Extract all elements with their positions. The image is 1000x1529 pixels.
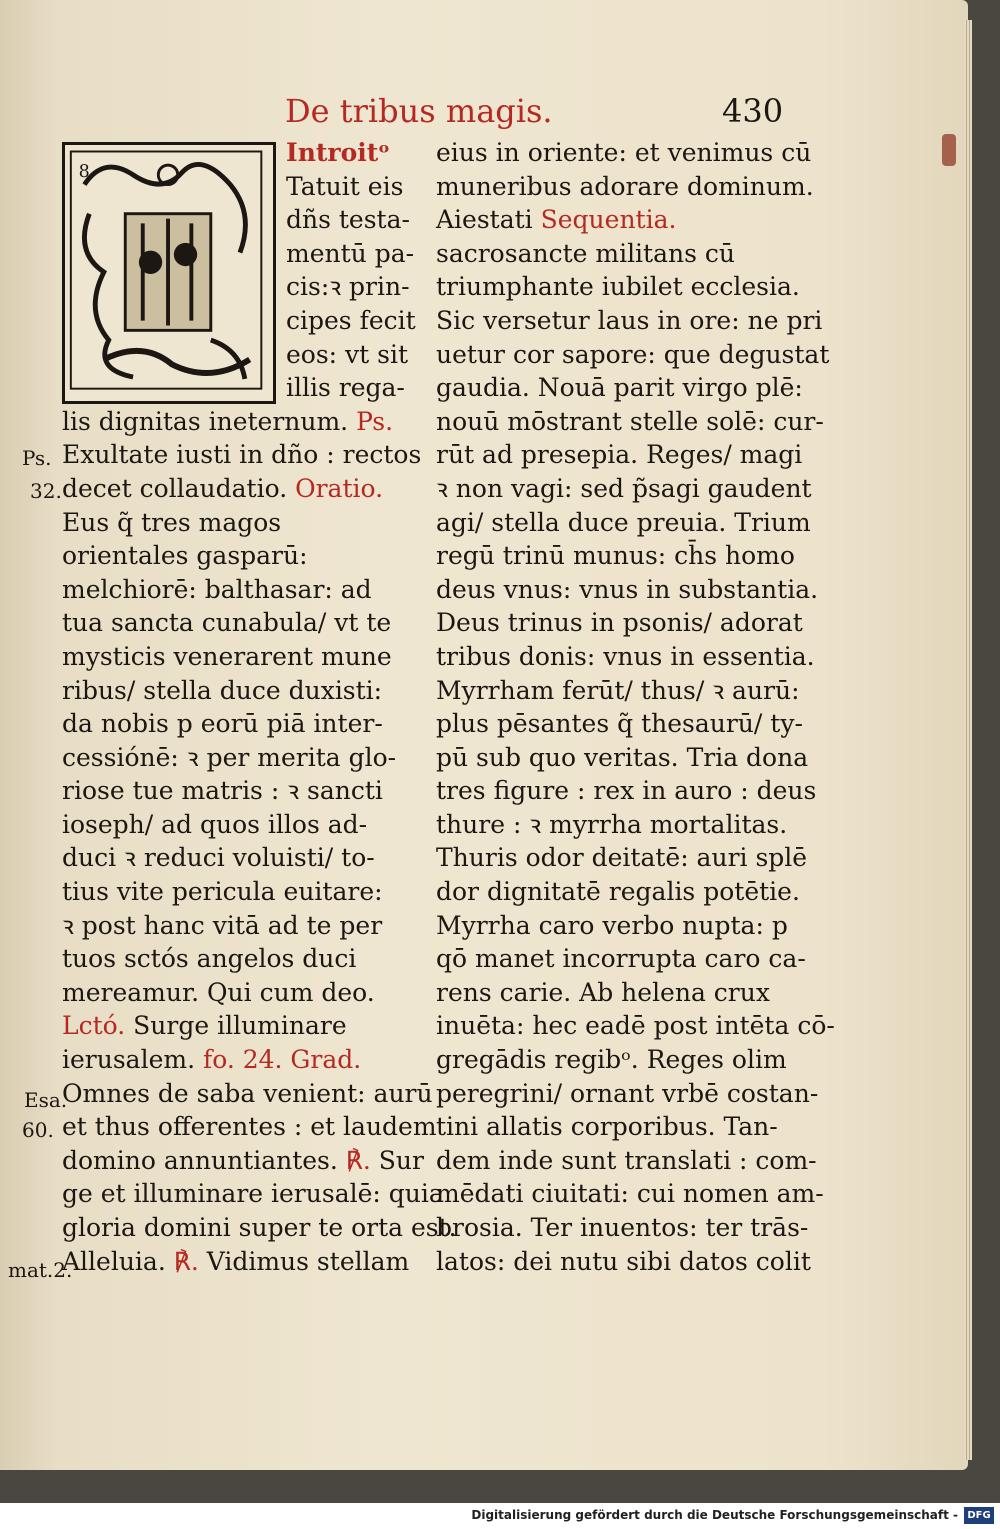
text-line: ge et illuminare ierusalē: quia (62, 1179, 444, 1209)
text-line: ꝛ non vagi: sed p̃sagi gaudent (436, 473, 812, 503)
text-line: pū sub quo veritas. Tria dona (436, 742, 809, 772)
text-line: gregādis regibᵒ. Reges olim (436, 1045, 787, 1075)
margin-note: mat.2. (8, 1258, 73, 1282)
text-line: cessiónē: ꝛ per merita glo‑ (62, 742, 397, 772)
text-line: Alleluia. ℟. Vidimus stellam (62, 1246, 410, 1276)
text-line: eius in oriente: et venimus cū (436, 138, 812, 167)
introit-heading: Introitᵒ (286, 138, 390, 167)
text-line: latos: dei nutu sibi datos colit (436, 1246, 811, 1276)
text-line: qō manet incorrupta caro ca‑ (436, 944, 806, 974)
text-line: rens carie. Ab helena crux (436, 977, 770, 1007)
text-line: deus vnus: vnus in substantia. (436, 574, 819, 604)
text-line: Omnes de saba venient: aurū (62, 1078, 433, 1108)
text-line: dem inde sunt translati : com‑ (436, 1145, 817, 1175)
text-line: uetur cor sapore: que degustat (436, 339, 830, 369)
text-line: eos: vt sit (286, 339, 409, 369)
margin-note: 32. (30, 479, 62, 503)
text-line: Myrrham ferūt/ thus/ ꝛ aurū: (436, 675, 800, 705)
sequentia-heading: Aiestati Sequentia. (436, 205, 677, 235)
text-line: ioseph/ ad quos illos ad‑ (62, 809, 368, 839)
text-line: duci ꝛ reduci voluisti/ to‑ (62, 843, 375, 873)
running-title: De tribus magis. (285, 92, 553, 130)
text-line: rūt ad presepia. Reges/ magi (436, 440, 803, 470)
left-column (62, 136, 457, 1278)
text-line: gaudia. Nouā parit virgo plē: (436, 373, 803, 403)
text-line: dñs testa‑ (286, 205, 410, 235)
text-line: inuēta: hec eadē post intēta cō‑ (436, 1011, 835, 1041)
text-line: tres figure : rex in auro : deus (436, 776, 817, 806)
text-line: nouū mōstrant stelle solē: cur‑ (436, 406, 824, 436)
dfg-logo: DFG (964, 1507, 994, 1524)
right-column (436, 136, 835, 1278)
margin-note: Ps. (22, 446, 52, 470)
text-line: agi/ stella duce preuia. Trium (436, 507, 811, 537)
folio-number: 430 (722, 92, 784, 130)
text-line: melchiorē: balthasar: ad (62, 574, 372, 604)
text-line: riose tue matris : ꝛ sancti (62, 776, 383, 806)
digitization-footer (0, 1503, 1000, 1529)
text-line: Myrrha caro verbo nupta: p (436, 910, 788, 940)
funding-credit: Digitalisierung gefördert durch die Deutsche Forschungsgemeinschaft - (471, 1508, 958, 1522)
text-line: mēdati ciuitati: cui nomen am‑ (436, 1179, 824, 1209)
text-line: brosia. Ter inuentos: ter trās‑ (436, 1213, 809, 1242)
text-line: ribus/ stella duce duxisti: (62, 675, 383, 705)
text-line: Tatuit eis (286, 171, 404, 201)
text-line: Lctó. Surge illuminare (62, 1011, 347, 1041)
text-line: tua sancta cunabula/ vt te (62, 608, 392, 638)
text-line: mentū pa‑ (286, 238, 415, 268)
text-line: Eus q̃ tres magos (62, 507, 282, 537)
text-line: triumphante iubilet ecclesia. (436, 272, 800, 302)
red-stain (942, 134, 956, 166)
text-line: tini allatis corporibus. Tan‑ (436, 1112, 778, 1142)
text-line: cis:ꝛ prin‑ (286, 272, 410, 302)
text-line: domino annuntiantes. ℟. Sur (62, 1145, 424, 1175)
text-line: mereamur. Qui cum deo. (62, 977, 375, 1007)
text-line: muneribus adorare dominum. (436, 171, 814, 201)
text-line: peregrini/ ornant vrbē costan‑ (436, 1078, 819, 1108)
text-line: dor dignitatē regalis potētie. (436, 877, 800, 907)
text-line: ꝛ post hanc vitā ad te per (62, 910, 383, 940)
text-line: Exultate iusti in dño : rectos (62, 440, 422, 470)
text-line: lis dignitas ineternum. Ps. (62, 406, 394, 436)
text-line: sacrosancte militans cū (436, 238, 735, 268)
text-line: Thuris odor deitatē: auri splē (436, 843, 808, 873)
text-line: tribus donis: vnus in essentia. (436, 641, 815, 671)
text-line: tius vite pericula euitare: (62, 877, 383, 907)
text-line: Deus trinus in psonis/ adorat (436, 608, 803, 638)
text-line: et thus offerentes : et laudem (62, 1112, 437, 1142)
margin-note: Esa. (24, 1088, 68, 1112)
text-line: gloria domini super te orta est. (62, 1213, 457, 1242)
text-line: plus pēsantes q̃ thesaurū/ ty‑ (436, 709, 803, 739)
margin-note: 60. (22, 1118, 54, 1142)
text-line: thure : ꝛ myrrha mortalitas. (436, 809, 788, 839)
text-line: ierusalem. fo. 24. Grad. (62, 1045, 362, 1075)
text-line: decet collaudatio. Oratio. (62, 473, 384, 503)
text-line: da nobis p eorū piā inter‑ (62, 709, 383, 739)
text-line: mysticis venerarent mune (62, 641, 392, 671)
text-line: regū trinū munus: ch̄s homo (436, 541, 795, 571)
svg-text:8: 8 (78, 161, 90, 182)
text-line: cipes fecit (286, 305, 416, 335)
text-line: orientales gasparū: (62, 541, 308, 571)
text-line: Sic versetur laus in ore: ne pri (436, 305, 823, 335)
page-edge (964, 20, 972, 1460)
text-line: illis rega‑ (286, 373, 405, 403)
text-line: tuos sctós angelos duci (62, 944, 357, 974)
